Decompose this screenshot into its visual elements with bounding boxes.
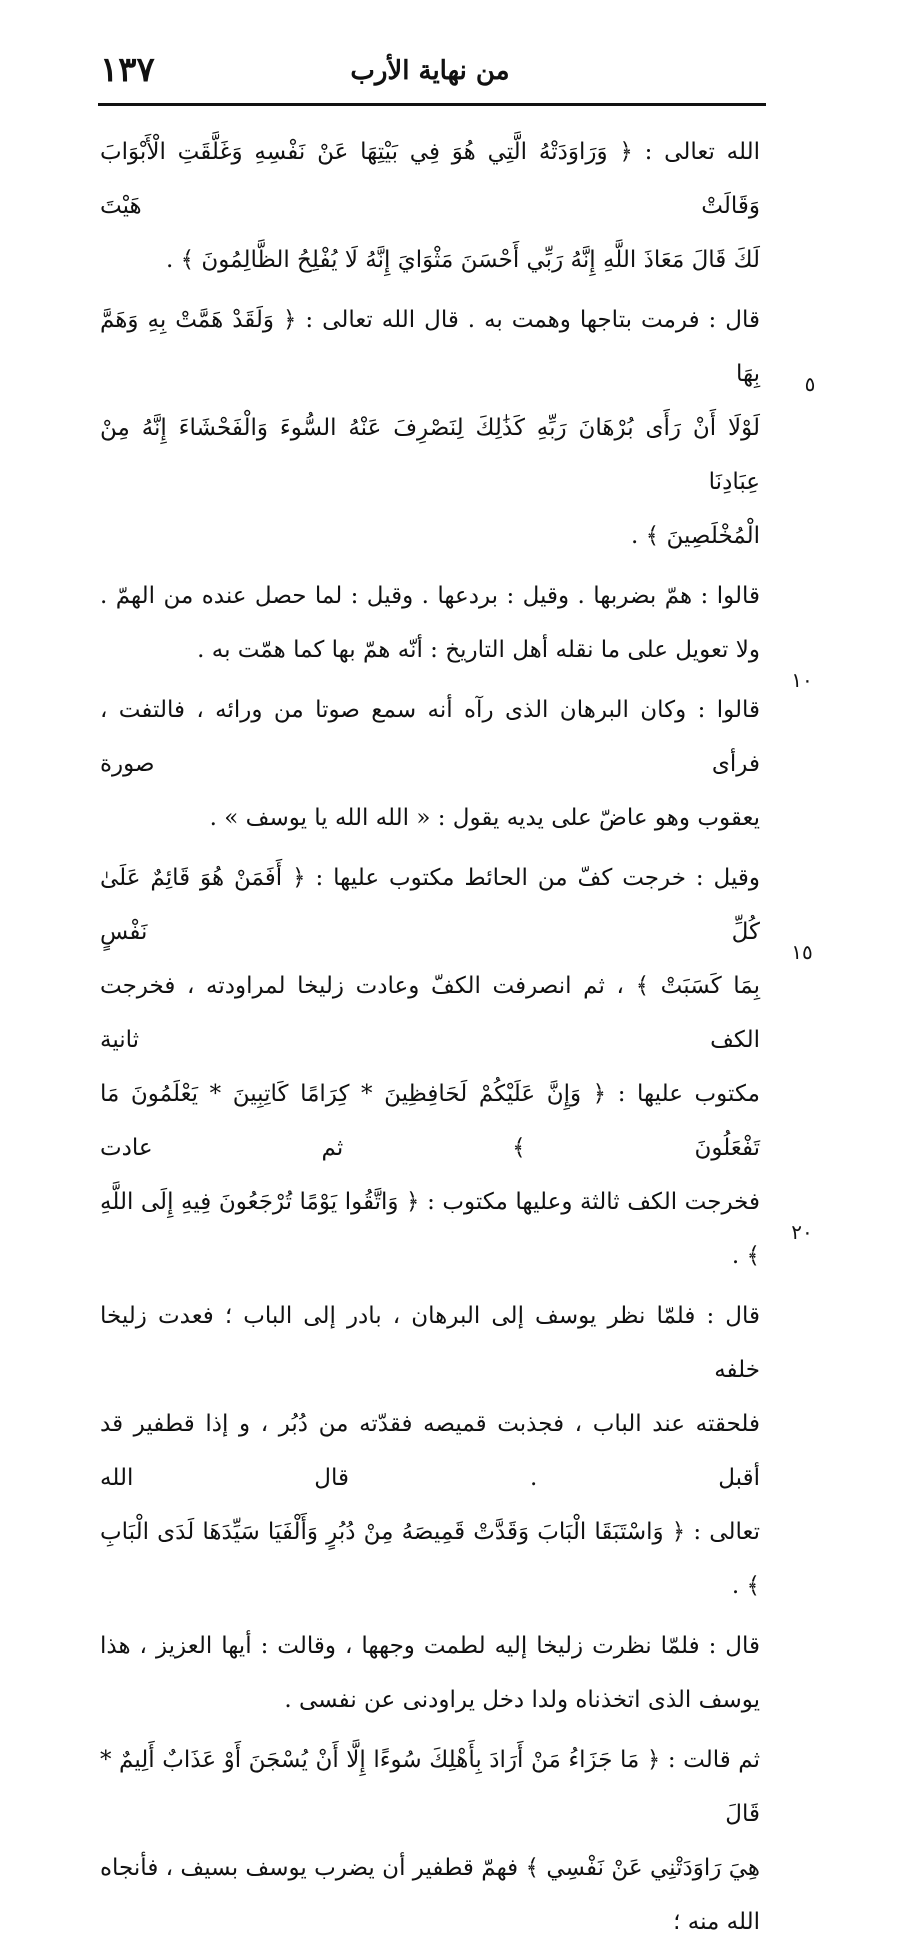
paragraph [100, 683, 760, 845]
margin-line-number: ١٥ [791, 940, 813, 964]
margin-line-number: ٢٠ [791, 1220, 813, 1244]
paragraph [100, 1733, 760, 1949]
text-line: قالوا : وكان البرهان الذى رآه أنه سمع صوتا من ورائه ، فالتفت ، فرأى صورة [100, 697, 760, 777]
text-line: الْمُخْلَصِينَ ﴾ . [631, 523, 760, 549]
text-line: هِيَ رَاوَدَتْنِي عَنْ نَفْسِي ﴾ فهمّ قطفير أن يضرب يوسف بسيف ، فأنجاه الله منه ؛ [100, 1855, 760, 1935]
text-line: الله تعالى : ﴿ وَرَاوَدَتْهُ الَّتِي هُوَ فِي بَيْتِهَا عَنْ نَفْسِهِ وَغَلَّقَتِ الْأَبْوَابَ وَقَالَتْ هَيْتَ [100, 139, 760, 219]
text-line: لَوْلَا أَنْ رَأَى بُرْهَانَ رَبِّهِ كَذَٰلِكَ لِنَصْرِفَ عَنْهُ السُّوءَ وَالْفَحْشَاءَ إِنَّهُ مِنْ عِبَادِنَا [100, 415, 760, 495]
text-line: وقيل : خرجت كفّ من الحائط مكتوب عليها : ﴿ أَفَمَنْ هُوَ قَائِمٌ عَلَىٰ كُلِّ نَفْسٍ [100, 865, 760, 945]
text-line: قال : فرمت بتاجها وهمت به . قال الله تعالى : ﴿ وَلَقَدْ هَمَّتْ بِهِ وَهَمَّ بِهَا [100, 307, 760, 387]
paragraph [100, 851, 760, 1283]
text-line: بِمَا كَسَبَتْ ﴾ ، ثم انصرفت الكفّ وعادت زليخا لمراودته ، فخرجت الكف ثانية [100, 973, 760, 1053]
header-rule [98, 103, 766, 106]
text-line: فلحقته عند الباب ، فجذبت قميصه فقدّته من دُبُر ، و إذا قطفير قد أقبل . قال الله [100, 1411, 760, 1491]
text-line: تعالى : ﴿ وَاسْتَبَقَا الْبَابَ وَقَدَّتْ قَمِيصَهُ مِنْ دُبُرٍ وَأَلْفَيَا سَيِّدَهَا لَدَى الْبَابِ ﴾ . [100, 1519, 760, 1599]
text-line: مكتوب عليها : ﴿ وَإِنَّ عَلَيْكُمْ لَحَافِظِينَ * كِرَامًا كَاتِبِينَ * يَعْلَمُونَ مَا تَفْعَلُونَ ﴾ ثم عادت [100, 1081, 760, 1161]
paragraph [100, 569, 760, 677]
margin-line-number: ١٠ [791, 668, 813, 692]
running-title: من نهاية الأرب [350, 56, 510, 86]
text-line: يوسف الذى اتخذناه ولدا دخل يراودنى عن نفسى . [284, 1687, 760, 1713]
paragraph [100, 293, 760, 563]
text-line: لَكَ قَالَ مَعَاذَ اللَّهِ إِنَّهُ رَبِّي أَحْسَنَ مَثْوَايَ إِنَّهُ لَا يُفْلِحُ الظَّالِمُونَ ﴾ . [165, 247, 760, 273]
page-number: ١٣٧ [100, 50, 155, 90]
text-line: قال : فلمّا نظر يوسف إلى البرهان ، بادر إلى الباب ؛ فعدت زليخا خلفه [100, 1303, 760, 1383]
page-header [0, 0, 913, 110]
body-text [100, 125, 760, 1955]
paragraph [100, 1289, 760, 1613]
paragraph [100, 1619, 760, 1727]
text-line: ثم قالت : ﴿ مَا جَزَاءُ مَنْ أَرَادَ بِأَهْلِكَ سُوءًا إِلَّا أَنْ يُسْجَنَ أَوْ عَذَابٌ أَلِيمٌ * قَالَ [100, 1747, 760, 1827]
text-line: يعقوب وهو عاضّ على يديه يقول : « الله الله يا يوسف » . [209, 805, 760, 831]
text-line: قال : فلمّا نظرت زليخا إليه لطمت وجهها ، وقالت : أيها العزيز ، هذا [100, 1633, 760, 1659]
text-line: قالوا : همّ بضربها . وقيل : بردعها . وقيل : لما حصل عنده من الهمّ . [100, 583, 760, 609]
margin-line-number: ٥ [804, 372, 816, 396]
text-line: ولا تعويل على ما نقله أهل التاريخ : أنّه همّ بها كما همّت به . [197, 637, 760, 663]
text-line: فخرجت الكف ثالثة وعليها مكتوب : ﴿ وَاتَّقُوا يَوْمًا تُرْجَعُونَ فِيهِ إِلَى اللَّهِ ﴾ . [100, 1189, 760, 1269]
paragraph [100, 125, 760, 287]
